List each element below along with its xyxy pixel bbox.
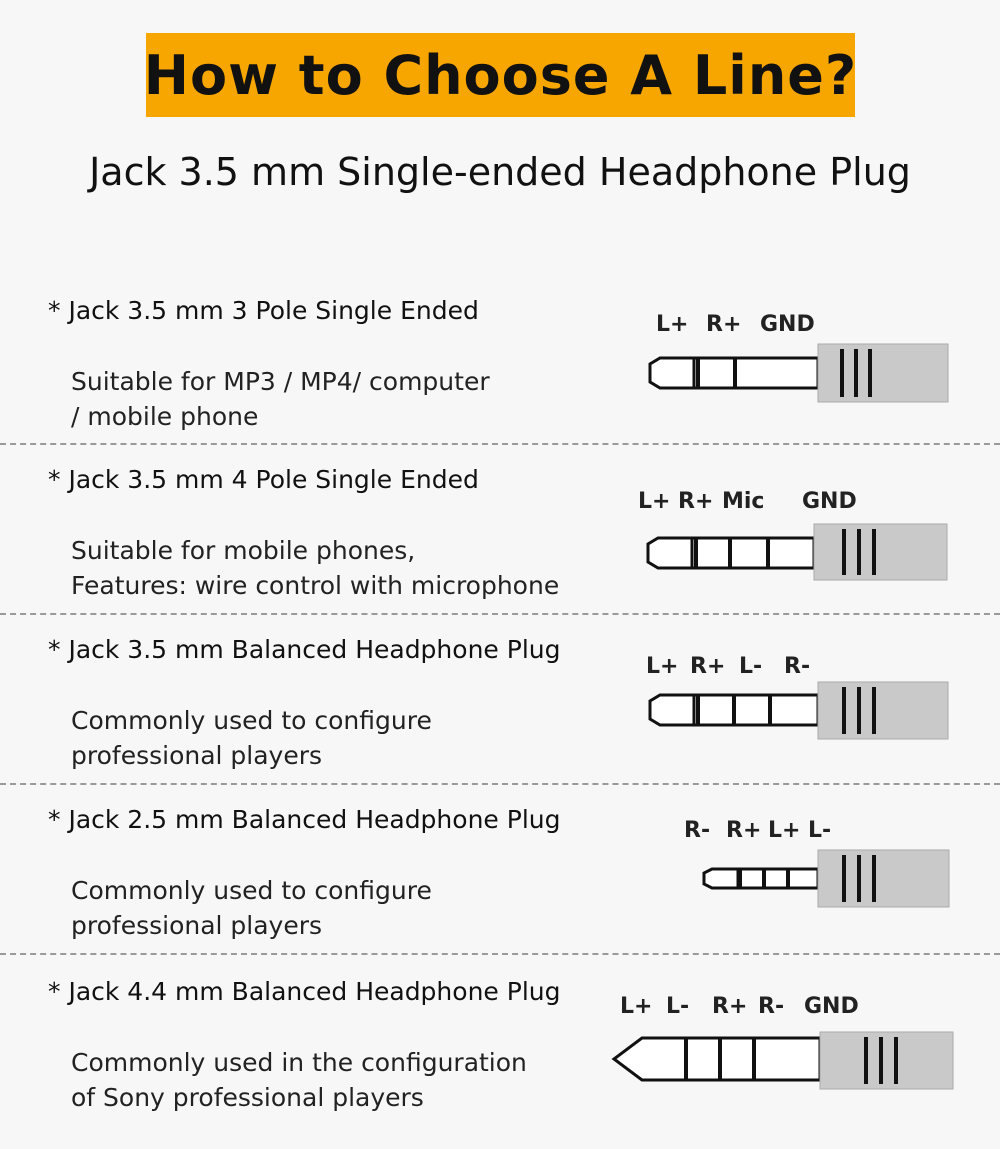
pin-label: L+ bbox=[638, 489, 671, 514]
pin-label: L+ bbox=[620, 994, 653, 1019]
pin-label: R+ bbox=[678, 489, 714, 514]
desc-line: professional players bbox=[71, 911, 323, 940]
plug-body bbox=[814, 524, 947, 580]
desc-line: Features: wire control with microphone bbox=[71, 571, 560, 600]
plug-body bbox=[820, 1032, 953, 1089]
pin-label: R+ bbox=[706, 312, 742, 337]
pin-label: L+ bbox=[768, 818, 801, 843]
desc-line: of Sony professional players bbox=[71, 1083, 424, 1112]
section-title: * Jack 3.5 mm 3 Pole Single Ended bbox=[48, 296, 479, 325]
plug-shaft bbox=[694, 358, 818, 388]
plug-body bbox=[818, 850, 949, 907]
plug-35-balanced-icon bbox=[600, 635, 1000, 755]
divider bbox=[0, 443, 1000, 445]
plug-tip bbox=[648, 538, 692, 568]
section-description bbox=[71, 873, 432, 943]
pin-label: R- bbox=[684, 818, 711, 843]
divider bbox=[0, 953, 1000, 955]
pin-label: R- bbox=[784, 654, 811, 679]
plug-4pole-icon bbox=[600, 465, 1000, 585]
title-banner bbox=[143, 33, 858, 117]
plug-44-balanced-icon bbox=[600, 977, 1000, 1117]
pin-label: L- bbox=[739, 654, 763, 679]
divider bbox=[0, 783, 1000, 785]
plug-shaft bbox=[694, 695, 818, 725]
pin-label: Mic bbox=[722, 489, 765, 514]
section-description bbox=[71, 533, 559, 603]
pin-label: L- bbox=[666, 994, 690, 1019]
section-description bbox=[71, 703, 432, 773]
pin-label: GND bbox=[802, 489, 857, 514]
section-description bbox=[71, 364, 490, 434]
desc-line: Suitable for mobile phones, bbox=[71, 536, 416, 565]
plug-body bbox=[818, 344, 948, 402]
section-title: * Jack 3.5 mm 4 Pole Single Ended bbox=[48, 465, 479, 494]
pin-label: L+ bbox=[646, 654, 679, 679]
section-title: * Jack 3.5 mm Balanced Headphone Plug bbox=[48, 635, 561, 664]
plug-shaft bbox=[692, 538, 814, 568]
section-title: * Jack 2.5 mm Balanced Headphone Plug bbox=[48, 805, 561, 834]
divider bbox=[0, 613, 1000, 615]
pin-label: GND bbox=[760, 312, 815, 337]
plug-3pole-icon bbox=[600, 296, 1000, 416]
pin-label: L- bbox=[808, 818, 832, 843]
desc-line: / mobile phone bbox=[71, 402, 259, 431]
pin-label: L+ bbox=[656, 312, 689, 337]
page-subtitle: Jack 3.5 mm Single-ended Headphone Plug bbox=[89, 150, 911, 194]
desc-line: professional players bbox=[71, 741, 323, 770]
plug-tip bbox=[704, 869, 738, 888]
pin-label: R- bbox=[758, 994, 785, 1019]
desc-line: Commonly used to configure bbox=[71, 706, 432, 735]
plug-body bbox=[818, 682, 948, 739]
pin-label: R+ bbox=[726, 818, 762, 843]
section-description bbox=[71, 1045, 527, 1115]
plug-shaft bbox=[738, 869, 818, 888]
desc-line: Suitable for MP3 / MP4/ computer bbox=[71, 367, 490, 396]
plug-25-balanced-icon bbox=[600, 805, 1000, 925]
section-title: * Jack 4.4 mm Balanced Headphone Plug bbox=[48, 977, 561, 1006]
plug-tip bbox=[650, 695, 694, 725]
pin-label: GND bbox=[804, 994, 859, 1019]
page-title: How to Choose A Line? bbox=[143, 43, 858, 107]
desc-line: Commonly used in the configuration bbox=[71, 1048, 527, 1077]
desc-line: Commonly used to configure bbox=[71, 876, 432, 905]
pin-label: R+ bbox=[690, 654, 726, 679]
pin-label: R+ bbox=[712, 994, 748, 1019]
plug-tip bbox=[614, 1038, 686, 1080]
plug-tip bbox=[650, 358, 694, 388]
